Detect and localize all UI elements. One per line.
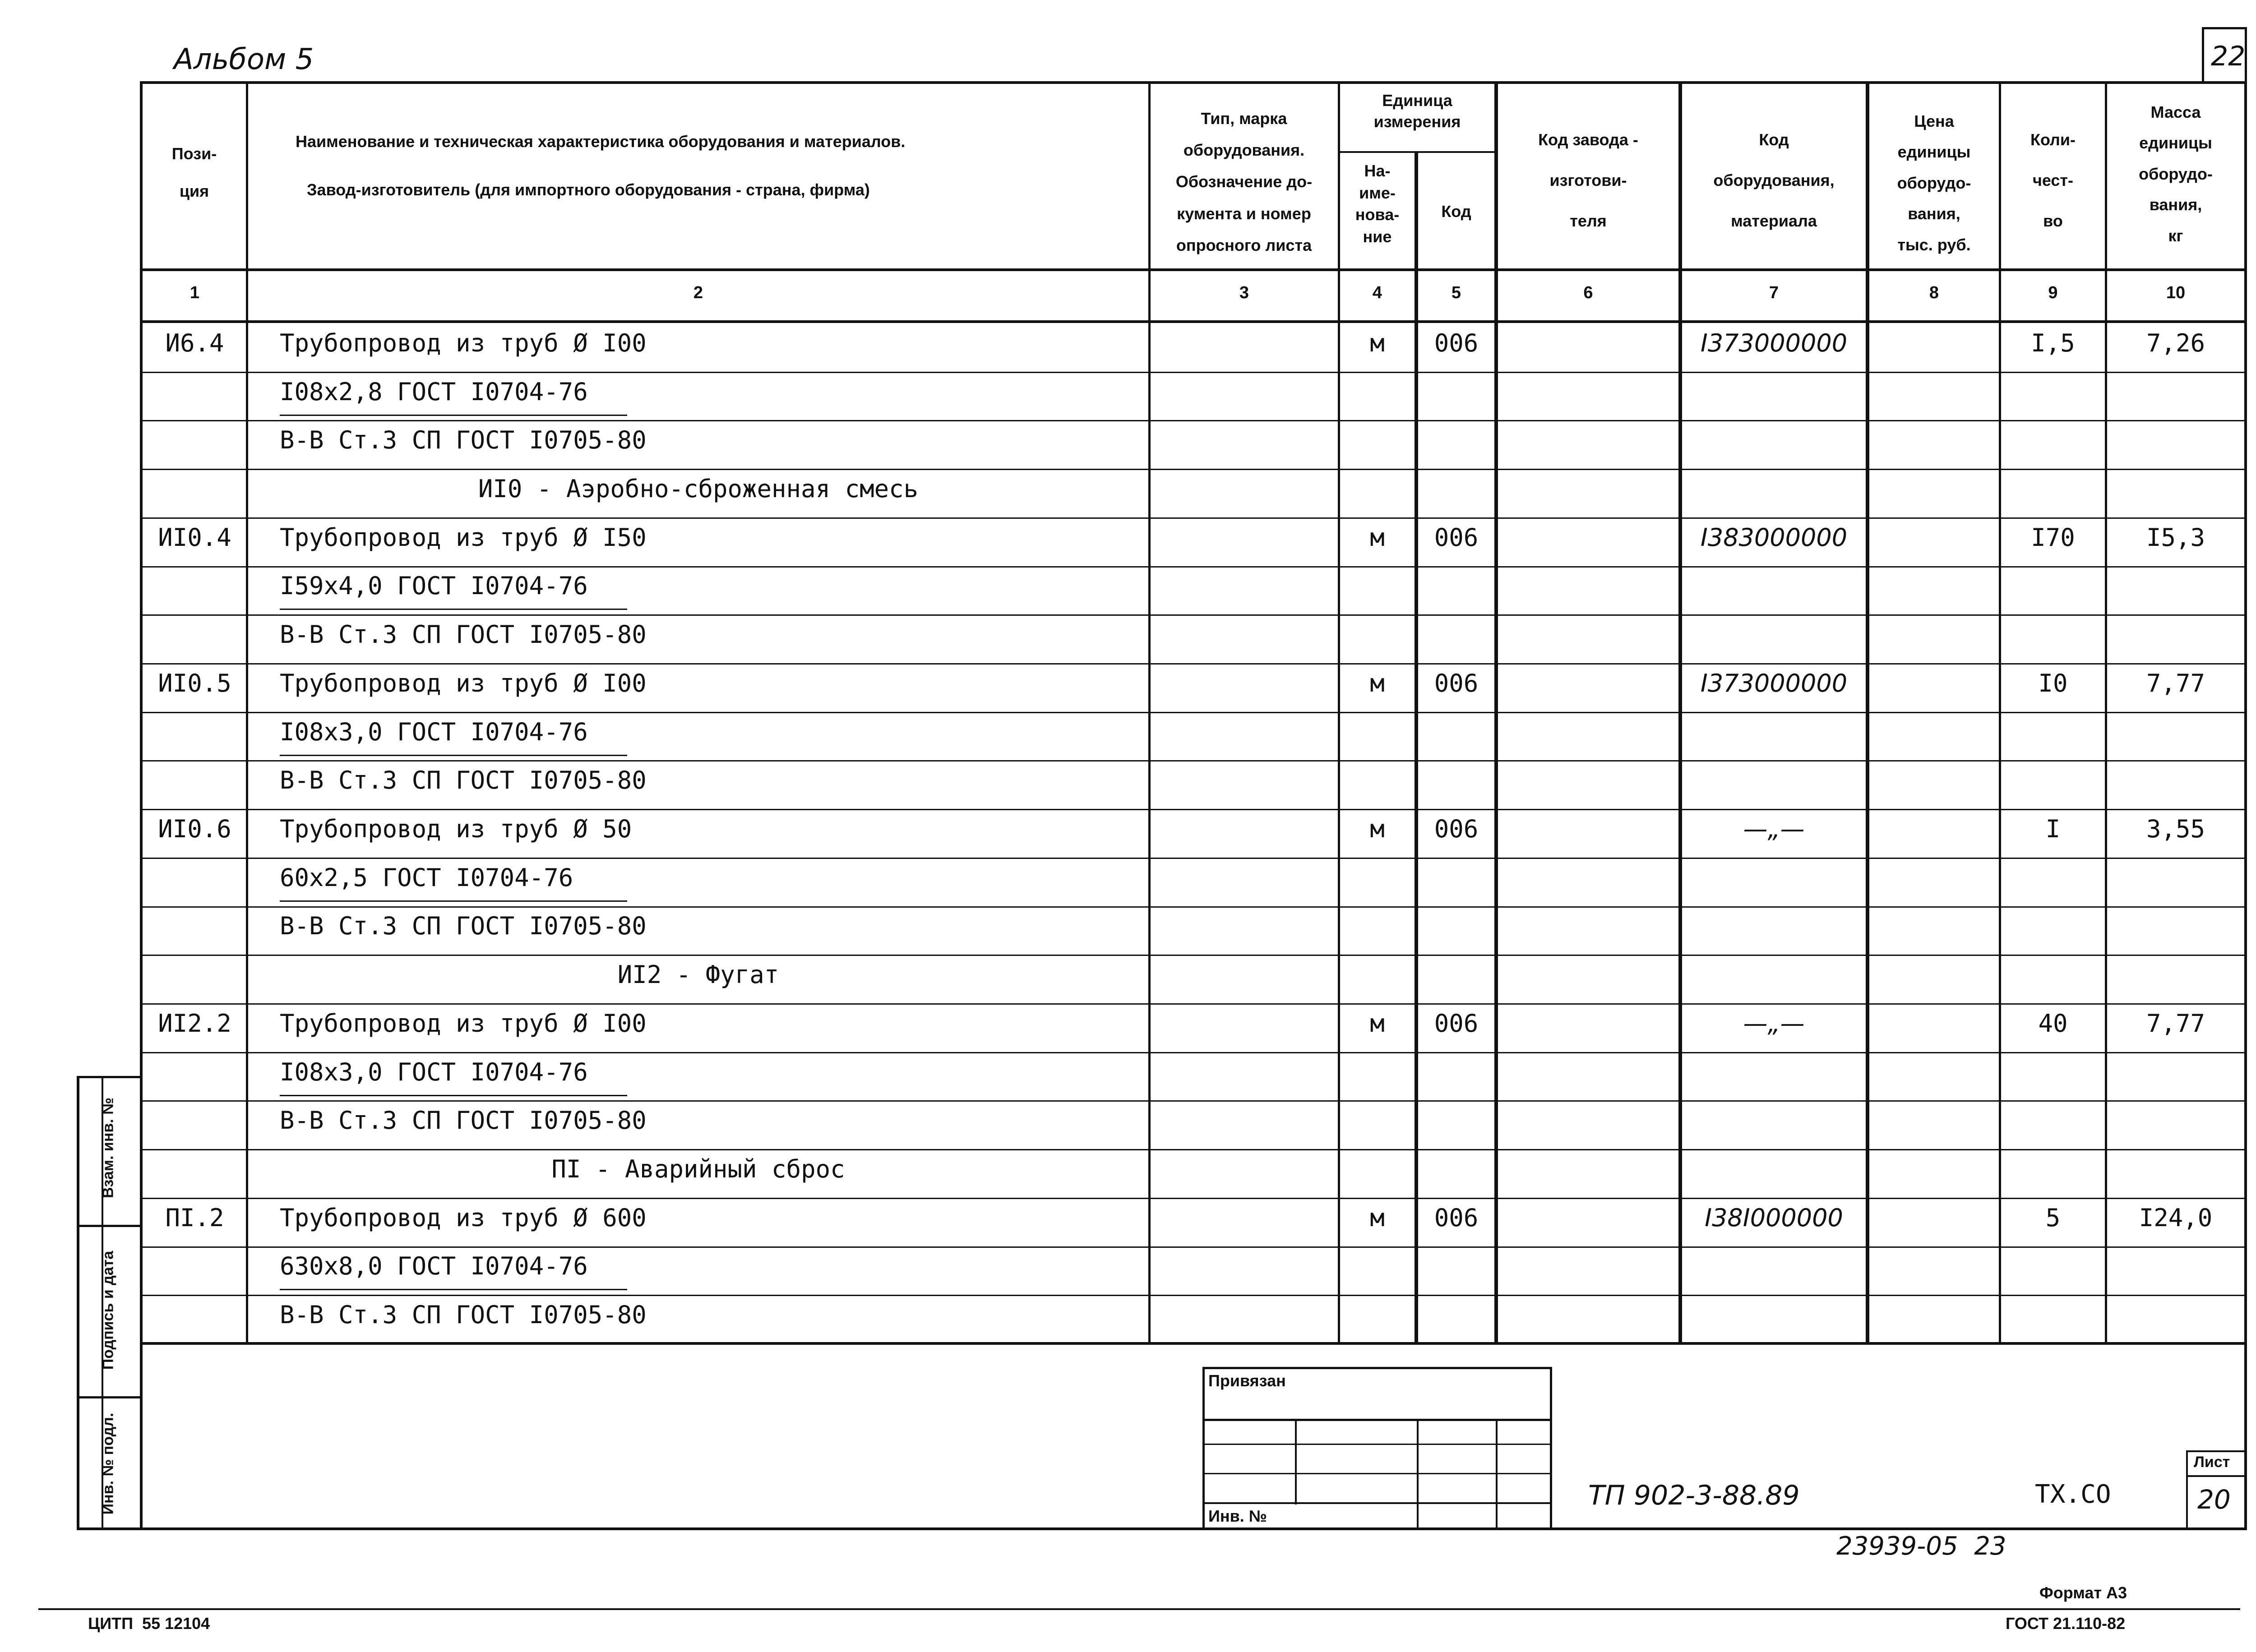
stamp-list-number: 20 — [2197, 1484, 2231, 1515]
colnum-7: 7 — [1769, 283, 1779, 302]
spec-underline — [280, 609, 627, 610]
colnum-1: 1 — [190, 283, 200, 302]
header-unit-group: Единица измерения — [1373, 91, 1461, 131]
colnum-2: 2 — [693, 283, 703, 302]
priv-box-line1 — [1202, 1419, 1552, 1421]
priv-box-top — [1202, 1367, 1552, 1369]
stamp-right-box-top — [2186, 1450, 2247, 1452]
cell-name: Трубопровод из труб Ø I00 — [280, 669, 647, 697]
header-mass: Масса единицы оборудо- вания, кг — [2139, 103, 2213, 245]
page-number: 22 — [2211, 41, 2246, 72]
cell-unit: м — [1370, 1204, 1385, 1232]
row-line — [140, 1003, 2247, 1005]
cell-mass: 7,26 — [2146, 329, 2205, 357]
header-name-line2: Завод-изготовитель (для импортного оборудования - страна, фирма) — [307, 180, 870, 199]
numbers-bottom-line — [140, 320, 2247, 323]
cell-mass: 7,77 — [2146, 1009, 2205, 1038]
cell-unit: м — [1370, 815, 1385, 843]
stamp-inv-no: Инв. № — [1208, 1507, 1267, 1525]
cell-name: Трубопровод из труб Ø 50 — [280, 815, 632, 843]
section-title: ИI2 - Фугат — [617, 960, 779, 989]
colnum-9: 9 — [2048, 283, 2058, 302]
citp-label: ЦИТП 55 12104 — [88, 1614, 210, 1633]
frame-top — [140, 81, 2247, 84]
cell-code: 006 — [1434, 669, 1479, 697]
row-line — [140, 566, 2247, 568]
priv-box-right — [1550, 1367, 1552, 1529]
cell-code: 006 — [1434, 329, 1479, 357]
row-line — [140, 955, 2247, 956]
side-label-podpis: Подпись и дата — [99, 1251, 117, 1370]
row-line — [140, 809, 2247, 810]
col-line-4 — [1415, 151, 1418, 1344]
page-number-box-top — [2202, 27, 2247, 29]
row-line — [140, 858, 2247, 859]
cell-mass: I5,3 — [2146, 523, 2205, 552]
cell-name: В-В Ст.3 СП ГОСТ I0705-80 — [280, 620, 647, 649]
row-line — [140, 469, 2247, 470]
cell-pos: ИI0.5 — [158, 669, 231, 697]
header-unit-name: На- име- нова- ние — [1355, 162, 1400, 246]
cell-unit: м — [1370, 669, 1385, 697]
row-line — [140, 1246, 2247, 1248]
spec-underline — [280, 415, 627, 416]
cell-mat: I373000000 — [1700, 329, 1848, 357]
stamp-doc-code: ТП 902-3-88.89 — [1588, 1480, 1800, 1511]
frame-bottom — [77, 1527, 2247, 1530]
header-bottom-line — [140, 268, 2247, 271]
cell-code: 006 — [1434, 1009, 1479, 1038]
spec-underline — [280, 1289, 627, 1290]
cell-name: Трубопровод из труб Ø I50 — [280, 523, 647, 552]
spec-underline — [280, 900, 627, 902]
priv-box-line3 — [1202, 1473, 1552, 1474]
cell-name: Трубопровод из труб Ø I00 — [280, 1009, 647, 1038]
spec-underline — [280, 755, 627, 756]
cell-code: 006 — [1434, 1204, 1479, 1232]
row-line — [140, 372, 2247, 373]
priv-box-line2 — [1202, 1444, 1552, 1445]
header-quantity: Коли- чест- во — [2030, 130, 2076, 230]
archive-number: 23939-05 23 — [1836, 1532, 2006, 1561]
section-title: ПI - Аварийный сброс — [551, 1155, 845, 1183]
cell-code: 006 — [1434, 815, 1479, 843]
cell-mat: —„— — [1743, 815, 1805, 843]
cell-name: 60x2,5 ГОСТ I0704-76 — [280, 863, 573, 892]
spec-underline — [280, 1095, 627, 1096]
cell-pos: ПI.2 — [165, 1204, 224, 1232]
colnum-6: 6 — [1583, 283, 1593, 302]
cell-mat: I38I000000 — [1705, 1204, 1843, 1232]
stamp-right-box-left — [2186, 1450, 2188, 1529]
row-line — [140, 420, 2247, 421]
cell-name: I59x4,0 ГОСТ I0704-76 — [280, 572, 588, 600]
cell-qty: 40 — [2038, 1009, 2068, 1038]
cell-mass: 7,77 — [2146, 669, 2205, 697]
row-line — [140, 517, 2247, 519]
cell-mass: 3,55 — [2146, 815, 2205, 843]
side-label-inv-podl: Инв. № подл. — [99, 1412, 117, 1515]
table-body-bottom — [140, 1342, 2247, 1345]
cell-mat: —„— — [1743, 1009, 1805, 1038]
header-price: Цена единицы оборудо- вания, тыс. руб. — [1897, 112, 1971, 254]
cell-name: I08x3,0 ГОСТ I0704-76 — [280, 1058, 588, 1086]
cell-mat: I373000000 — [1700, 669, 1848, 697]
cell-name: Трубопровод из труб Ø I00 — [280, 329, 647, 357]
cell-pos: И6.4 — [165, 329, 224, 357]
row-line — [140, 906, 2247, 908]
section-title: ИI0 - Аэробно-сброженная смесь — [478, 475, 919, 503]
priv-box-col1 — [1295, 1419, 1297, 1504]
stamp-privyazan: Привязан — [1208, 1371, 1286, 1390]
row-line — [140, 712, 2247, 713]
priv-box-col2 — [1417, 1419, 1419, 1529]
cell-pos: ИI0.4 — [158, 523, 231, 552]
cell-pos: ИI2.2 — [158, 1009, 231, 1038]
cell-qty: I70 — [2031, 523, 2075, 552]
colnum-3: 3 — [1239, 283, 1249, 302]
footer-line — [38, 1608, 2240, 1610]
cell-name: Трубопровод из труб Ø 600 — [280, 1204, 647, 1232]
row-line — [140, 1052, 2247, 1053]
row-line — [140, 663, 2247, 664]
page-number-box-left — [2202, 27, 2204, 81]
colnum-4: 4 — [1372, 283, 1382, 302]
cell-name: В-В Ст.3 СП ГОСТ I0705-80 — [280, 1106, 647, 1135]
album-label: Альбом 5 — [174, 43, 314, 76]
cell-unit: м — [1370, 523, 1385, 552]
colnum-8: 8 — [1929, 283, 1939, 302]
header-position: Пози- ция — [171, 144, 217, 200]
row-line — [140, 1100, 2247, 1102]
cell-qty: I,5 — [2031, 329, 2075, 357]
priv-box-left — [1202, 1367, 1205, 1529]
header-name-line1: Наименование и техническая характеристика оборудования и материалов. — [296, 132, 906, 151]
cell-qty: I — [2045, 815, 2061, 843]
cell-unit: м — [1370, 329, 1385, 357]
cell-name: В-В Ст.3 СП ГОСТ I0705-80 — [280, 766, 647, 794]
side-label-vzam: Взам. инв. № — [99, 1097, 117, 1199]
stamp-list-label: Лист — [2194, 1454, 2230, 1471]
header-unit-code: Код — [1441, 202, 1471, 221]
row-line — [140, 614, 2247, 616]
cell-qty: 5 — [2045, 1204, 2061, 1232]
format-label: Формат А3 — [2039, 1583, 2127, 1602]
header-equipment-code: Код оборудования, материала — [1713, 130, 1835, 230]
side-stamp-right — [140, 1076, 143, 1529]
cell-code: 006 — [1434, 523, 1479, 552]
row-line — [140, 760, 2247, 761]
row-line — [140, 1149, 2247, 1150]
cell-qty: I0 — [2038, 669, 2068, 697]
cell-name: I08x3,0 ГОСТ I0704-76 — [280, 718, 588, 746]
cell-name: В-В Ст.3 СП ГОСТ I0705-80 — [280, 1301, 647, 1329]
stamp-right-box-mid — [2186, 1475, 2247, 1477]
stamp-sheet-code: ТХ.СО — [2035, 1480, 2111, 1509]
colnum-10: 10 — [2166, 283, 2186, 302]
frame-right — [2244, 81, 2247, 1529]
cell-mass: I24,0 — [2139, 1204, 2213, 1232]
cell-name: В-В Ст.3 СП ГОСТ I0705-80 — [280, 426, 647, 454]
priv-box-line4 — [1202, 1502, 1552, 1504]
cell-name: I08x2,8 ГОСТ I0704-76 — [280, 378, 588, 406]
row-line — [140, 1198, 2247, 1199]
header-factory-code: Код завода - изготови- теля — [1538, 130, 1638, 230]
colnum-5: 5 — [1451, 283, 1461, 302]
cell-mat: I383000000 — [1700, 523, 1848, 552]
gost-label: ГОСТ 21.110-82 — [2006, 1614, 2126, 1633]
side-stamp-left — [77, 1076, 79, 1529]
cell-name: В-В Ст.3 СП ГОСТ I0705-80 — [280, 912, 647, 940]
cell-name: 630x8,0 ГОСТ I0704-76 — [280, 1252, 588, 1280]
priv-box-col3 — [1496, 1419, 1498, 1529]
header-type: Тип, марка оборудования. Обозначение до- кумента и номер опросного листа — [1175, 109, 1313, 254]
row-line — [140, 1295, 2247, 1296]
cell-unit: м — [1370, 1009, 1385, 1038]
cell-pos: ИI0.6 — [158, 815, 231, 843]
